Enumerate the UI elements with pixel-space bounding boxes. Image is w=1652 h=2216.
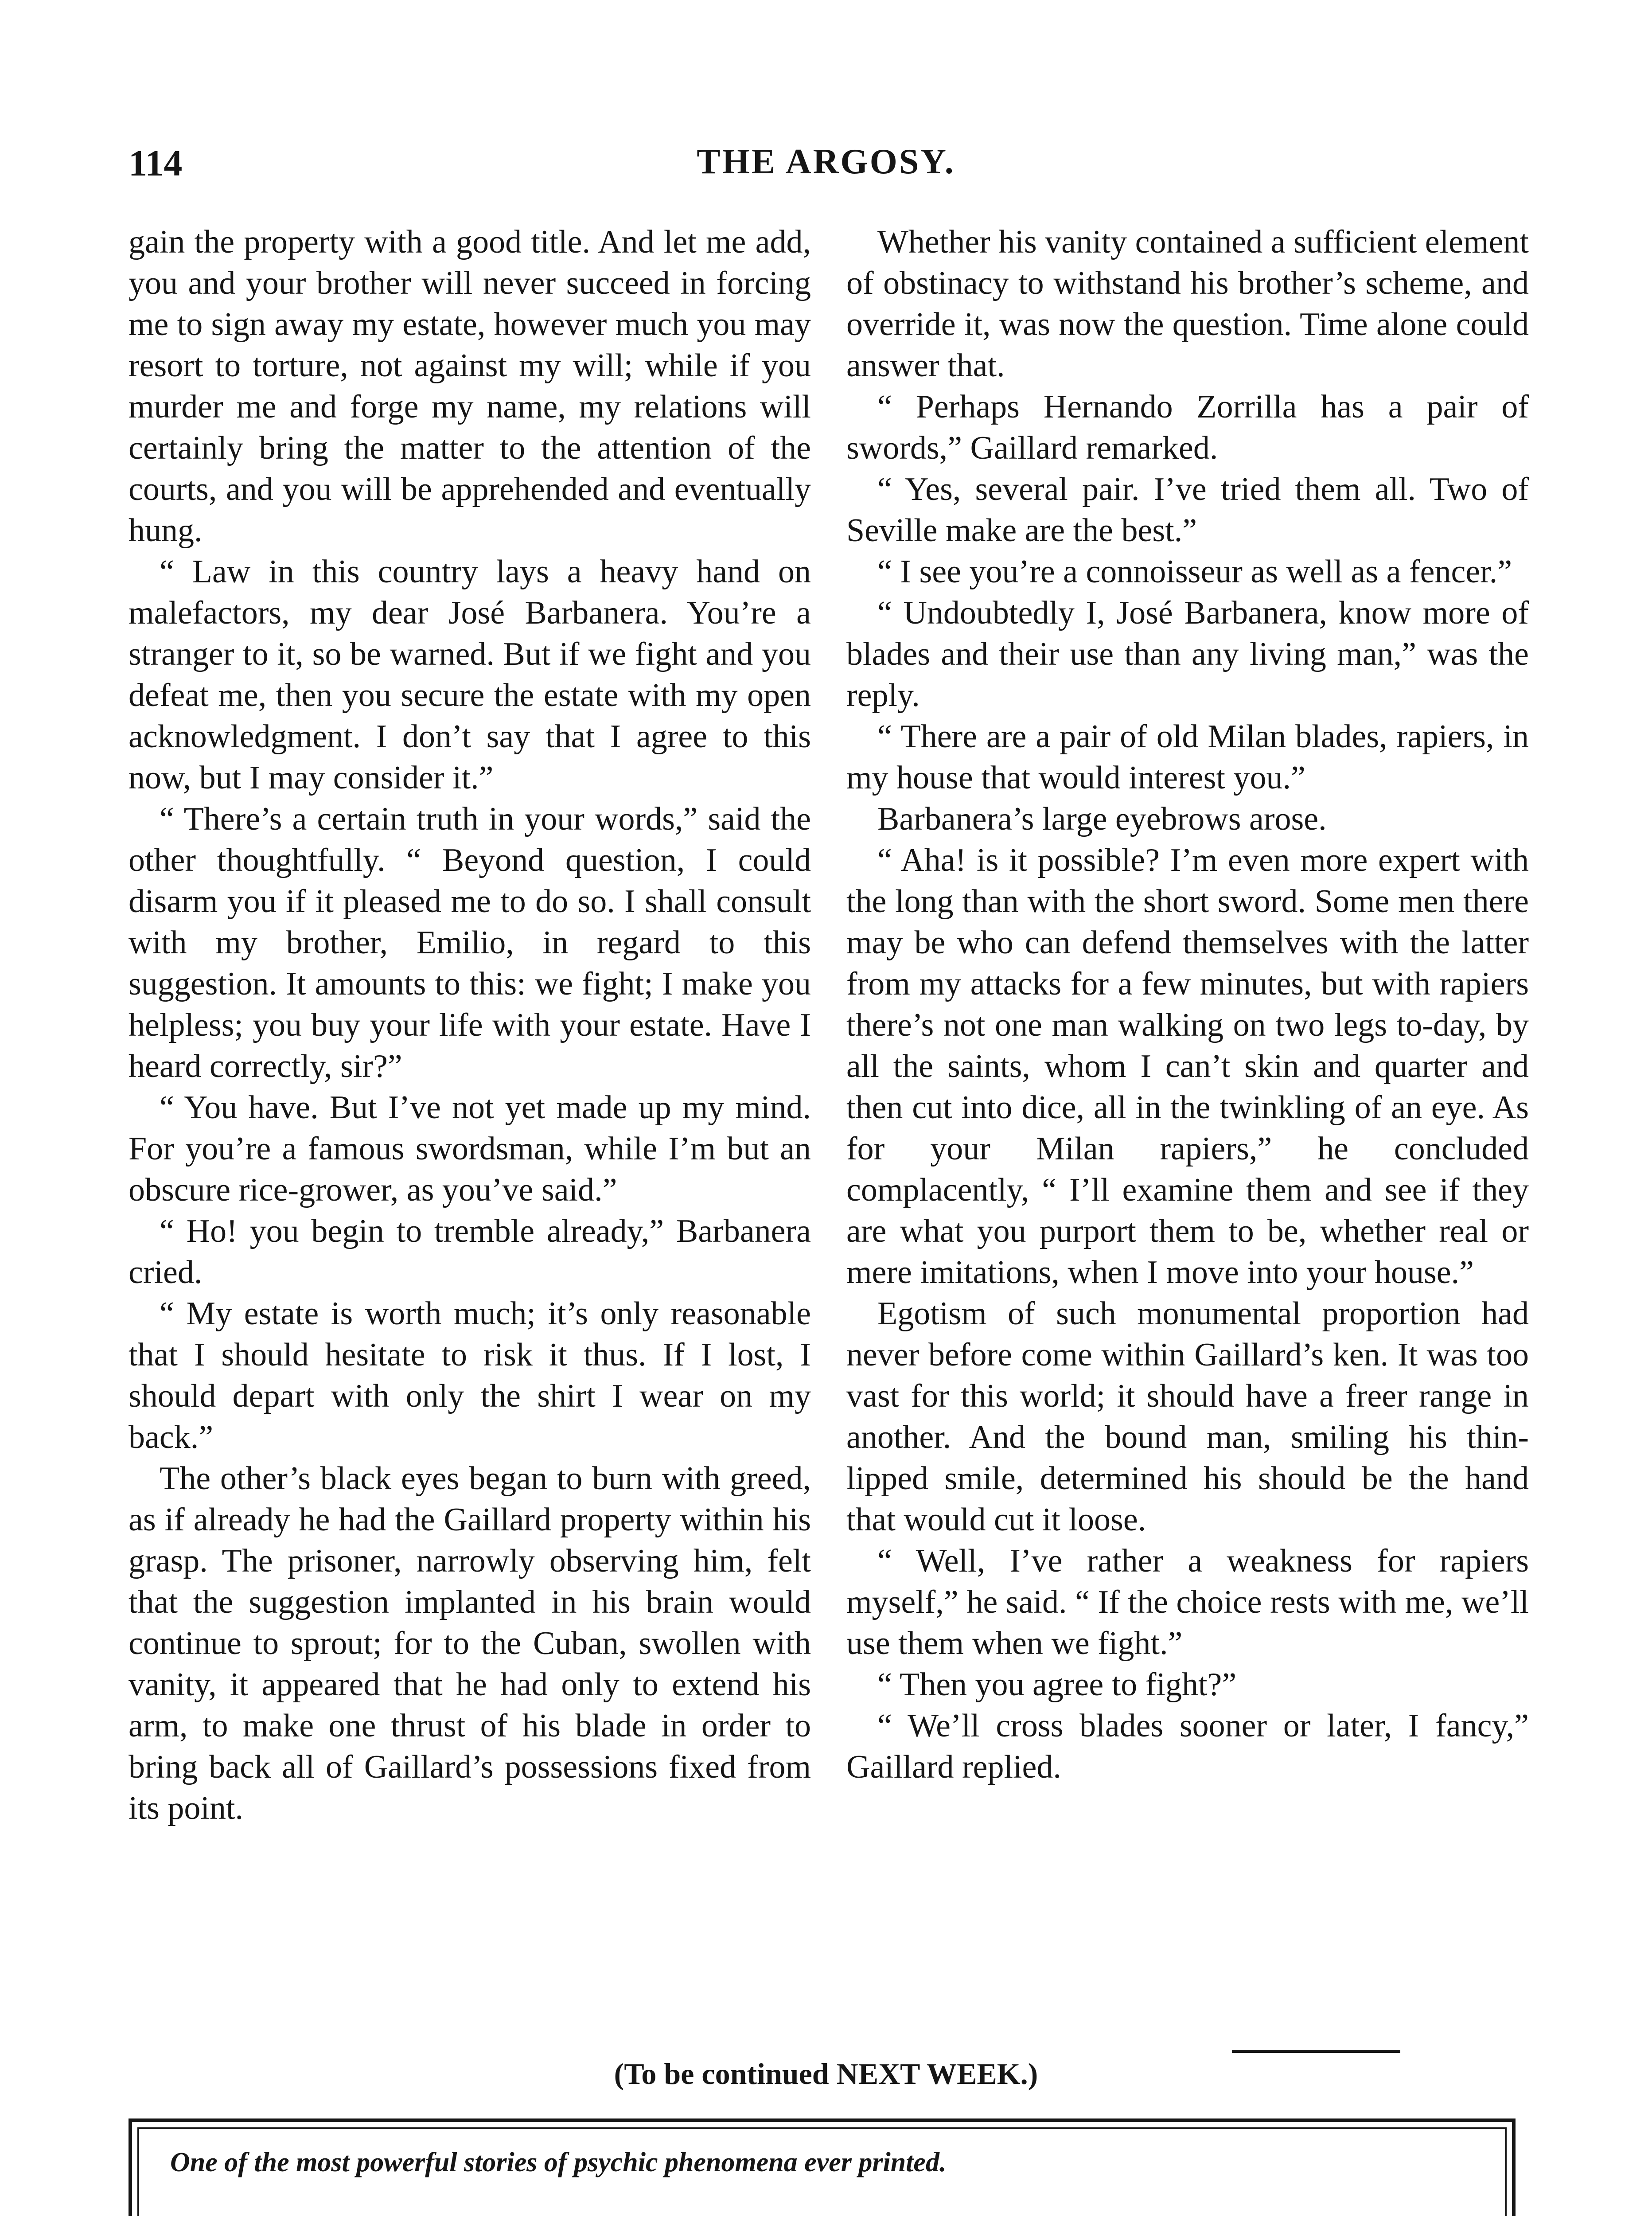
story-paragraph: “ There are a pair of old Milan blades, rapiers, in my house that would interest you.” bbox=[846, 718, 1529, 796]
advertisement-inner-frame bbox=[137, 2127, 1507, 2216]
story-paragraph: The other’s black eyes began to burn with greed, as if already he had the Gaillard property within his grasp. The prisoner, narrowly observing him, felt that the suggestion implanted in his brain would continue to sprout; for to the Cuban, swollen with vanity, it appeared that he had only to extend his arm, to make one thrust of his blade in order to bring back all of Gaillard’s possessions fixed from its point. bbox=[129, 1460, 811, 1826]
story-paragraph: “ Then you agree to fight?” bbox=[877, 1666, 1237, 1703]
ad-tagline: One of the most powerful stories of psychic phenomena ever printed. bbox=[170, 2147, 947, 2177]
story-paragraph: “ Ho! you begin to tremble already,” Barbanera cried. bbox=[129, 1213, 811, 1291]
story-paragraph: “ Well, I’ve rather a weakness for rapiers myself,” he said. “ If the choice rests with me, we’ll use them when we fight.” bbox=[846, 1543, 1529, 1662]
running-title: THE ARGOSY. bbox=[697, 142, 955, 181]
continued-note: (To be continued NEXT WEEK.) bbox=[614, 2057, 1038, 2091]
page-number: 114 bbox=[129, 143, 183, 184]
story-paragraph: “ I see you’re a connoisseur as well as a fencer.” bbox=[877, 554, 1512, 590]
story-paragraph: “ Aha! is it possible? I’m even more expert with the long than with the short sword. Some men there may be who can defend themselves with the latter from my attacks for a few minutes, but with rapiers there’s not one man walking on two legs to-day, by all the saints, whom I can’t skin and quarter and then cut into dice, all in the twinkling of an eye. As for your Milan rapiers,” he concluded complacently, “ I’ll examine them and see if they are what you purport them to be, whether real or mere imitations, when I move into your house.” bbox=[846, 842, 1529, 1291]
page-header bbox=[129, 142, 1523, 204]
story-paragraph: “ There’s a certain truth in your words,” said the other thoughtfully. “ Beyond question, I could disarm you if it pleased me to do so. I shall consult with my brother, Emilio, in regard to this suggestion. It amounts to this: we fight; I make you helpless; you buy your life with your estate. Have I heard correctly, sir?” bbox=[129, 801, 811, 1085]
story-paragraph: “ Yes, several pair. I’ve tried them all. Two of Seville make are the best.” bbox=[846, 471, 1529, 549]
story-paragraph: “ You have. But I’ve not yet made up my mind. For you’re a famous swordsman, while I’m but an obscure rice-grower, as you’ve said.” bbox=[129, 1089, 811, 1208]
story-column-right bbox=[846, 222, 1529, 1788]
story-paragraph: “ We’ll cross blades sooner or later, I fancy,” Gaillard replied. bbox=[846, 1708, 1529, 1785]
advertisement-box bbox=[129, 2118, 1516, 2216]
story-paragraph: “ Undoubtedly I, José Barbanera, know more of blades and their use than any living man,” was the reply. bbox=[846, 595, 1529, 714]
story-paragraph: “ My estate is worth much; it’s only reasonable that I should hesitate to risk it thus. If I lost, I should depart with only the shirt I wear on my back.” bbox=[129, 1295, 811, 1455]
story-paragraph: Whether his vanity contained a sufficient element of obstinacy to withstand his brother’s scheme, and override it, was now the question. Time alone could answer that. bbox=[846, 224, 1529, 384]
story-paragraph: gain the property with a good title. And let me add, you and your brother will never succeed in forcing me to sign away my estate, however much you may resort to torture, not against my will; while if you murder me and forge my name, my relations will certainly bring the matter to the attention of the courts, and you will be apprehended and eventually hung. bbox=[129, 224, 811, 549]
end-rule bbox=[1232, 2050, 1400, 2053]
story-paragraph: “ Law in this country lays a heavy hand on malefactors, my dear José Barbanera. You’re a stranger to it, so be warned. But if we fight and you defeat me, then you secure the estate with my open acknowledgment. I don’t say that I agree to this now, but I may consider it.” bbox=[129, 554, 811, 796]
story-paragraph: Egotism of such monumental proportion had never before come within Gaillard’s ken. It was too vast for this world; it should have a freer range in another. And the bound man, smiling his thin-lipped smile, determined his should be the hand that would cut it loose. bbox=[846, 1295, 1529, 1538]
story-paragraph: Barbanera’s large eyebrows arose. bbox=[877, 801, 1327, 837]
story-column-left bbox=[129, 222, 811, 1829]
story-paragraph: “ Perhaps Hernando Zorrilla has a pair of swords,” Gaillard remarked. bbox=[846, 389, 1529, 466]
